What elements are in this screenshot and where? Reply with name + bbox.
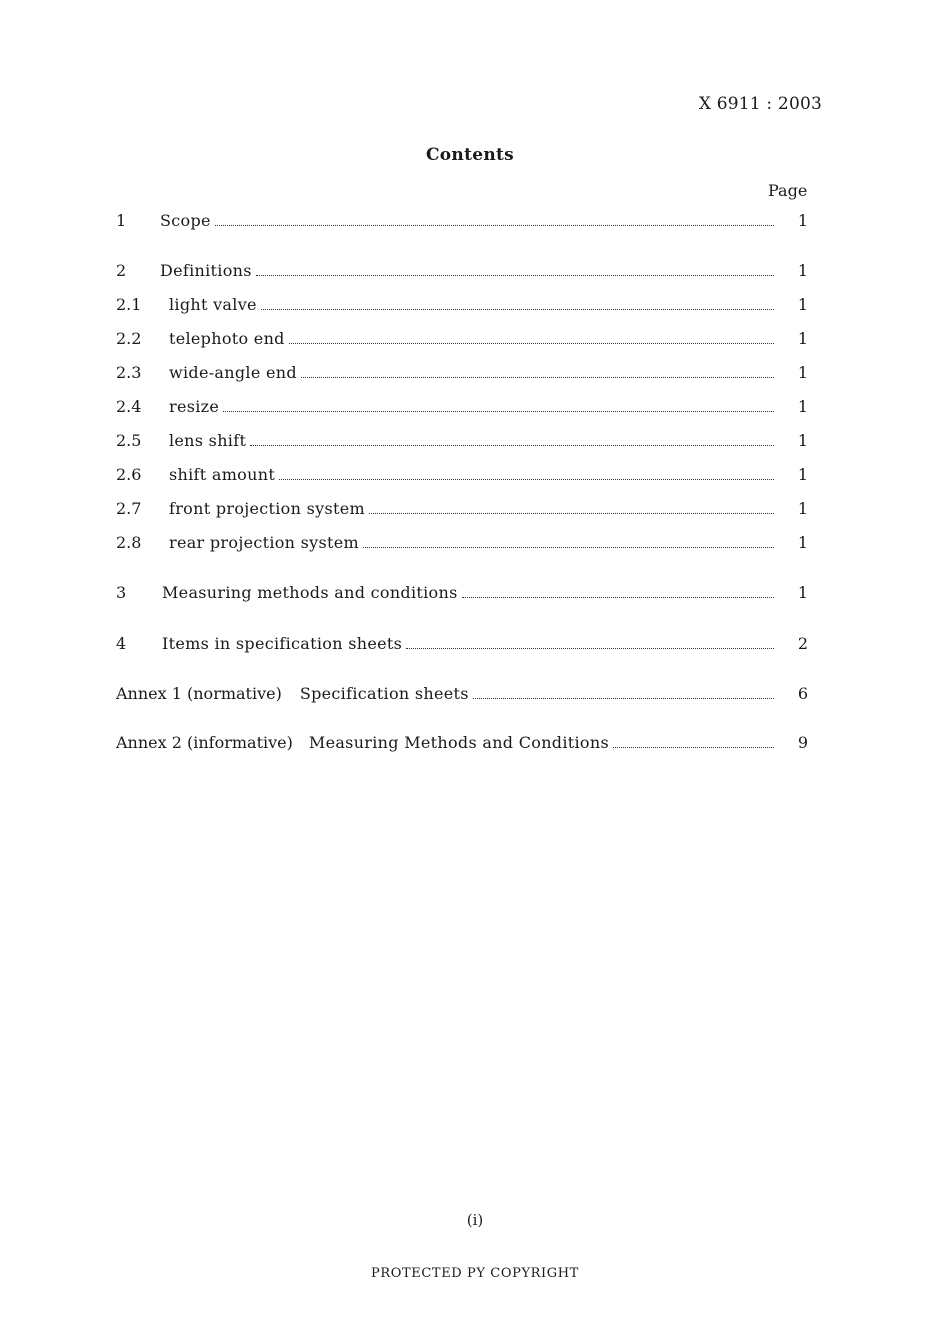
toc-entry-annex-1[interactable] [116, 682, 808, 704]
toc-entry-title: front projection system [169, 499, 365, 518]
toc-entry-scope[interactable] [116, 209, 808, 231]
page-column-label: Page [768, 181, 808, 200]
toc-entry-title: shift amount [169, 465, 276, 484]
toc-entry-page: 1 [797, 295, 808, 314]
toc-entry-page: 1 [797, 499, 808, 518]
toc-entry-number: 2.5 [116, 431, 142, 450]
toc-entry-title: rear projection system [169, 533, 360, 552]
toc-entry-definitions[interactable] [116, 259, 808, 281]
toc-entry-shift-amount[interactable] [116, 463, 808, 485]
toc-entry-page: 1 [797, 431, 808, 450]
dot-leader [250, 444, 774, 446]
dot-leader [261, 308, 774, 310]
toc-entry-title: Measuring Methods and Conditions [308, 733, 609, 752]
toc-entry-title: light valve [169, 295, 257, 314]
dot-leader [301, 376, 774, 378]
toc-entry-title: telephoto end [169, 329, 285, 348]
toc-entry-page: 1 [797, 329, 808, 348]
footer-page-number: (i) [466, 1211, 484, 1229]
toc-entry-measuring-methods[interactable] [116, 581, 808, 603]
toc-entry-number: 2.2 [116, 329, 142, 348]
toc-entry-wide-angle-end[interactable] [116, 361, 808, 383]
toc-entry-page: 6 [797, 684, 808, 703]
toc-entry-title: lens shift [169, 431, 247, 450]
dot-leader [406, 647, 774, 649]
dot-leader [473, 697, 774, 699]
toc-entry-page: 1 [797, 397, 808, 416]
toc-entry-number: 3 [116, 583, 127, 602]
toc-entry-number: 2.8 [116, 533, 142, 552]
toc-entry-page: 2 [797, 634, 808, 653]
toc-entry-number: Annex 1 (normative) [116, 684, 282, 703]
dot-leader [363, 546, 774, 548]
dot-leader [256, 274, 774, 276]
toc-entry-title: Specification sheets [299, 684, 469, 703]
toc-entry-number: Annex 2 (informative) [116, 733, 293, 752]
toc-entry-title: Measuring methods and conditions [162, 583, 458, 602]
toc-entry-number: 2.7 [116, 499, 142, 518]
toc-entry-resize[interactable] [116, 395, 808, 417]
toc-entry-title: Definitions [160, 261, 252, 280]
toc-entry-page: 9 [797, 733, 808, 752]
toc-entry-number: 2.4 [116, 397, 142, 416]
toc-entry-front-projection-system[interactable] [116, 497, 808, 519]
toc-entry-page: 1 [797, 533, 808, 552]
toc-entry-title: Items in specification sheets [162, 634, 403, 653]
toc-entry-number: 2.6 [116, 465, 142, 484]
toc-entry-light-valve[interactable] [116, 293, 808, 315]
toc-entry-annex-2[interactable] [116, 731, 808, 753]
dot-leader [279, 478, 774, 480]
dot-leader [223, 410, 774, 412]
standard-number: X 6911 : 2003 [698, 94, 822, 114]
toc-entry-title: wide-angle end [169, 363, 297, 382]
dot-leader [289, 342, 774, 344]
toc-entry-number: 1 [116, 211, 127, 230]
toc-entry-number: 2 [116, 261, 127, 280]
toc-entry-specification-items[interactable] [116, 632, 808, 654]
toc-entry-number: 2.1 [116, 295, 142, 314]
toc-entry-telephoto-end[interactable] [116, 327, 808, 349]
toc-entry-page: 1 [797, 583, 808, 602]
page-title: Contents [425, 145, 515, 165]
toc-entry-page: 1 [797, 261, 808, 280]
toc-entry-page: 1 [797, 363, 808, 382]
toc-entry-page: 1 [797, 211, 808, 230]
copyright-notice: PROTECTED PY COPYRIGHT [371, 1266, 579, 1281]
toc-entry-number: 2.3 [116, 363, 142, 382]
toc-entry-lens-shift[interactable] [116, 429, 808, 451]
dot-leader [369, 512, 774, 514]
dot-leader [462, 596, 774, 598]
dot-leader [613, 746, 774, 748]
toc-entry-number: 4 [116, 634, 127, 653]
toc-entry-title: resize [169, 397, 220, 416]
toc-entry-title: Scope [160, 211, 211, 230]
toc-entry-rear-projection-system[interactable] [116, 531, 808, 553]
dot-leader [215, 224, 774, 226]
toc-entry-page: 1 [797, 465, 808, 484]
